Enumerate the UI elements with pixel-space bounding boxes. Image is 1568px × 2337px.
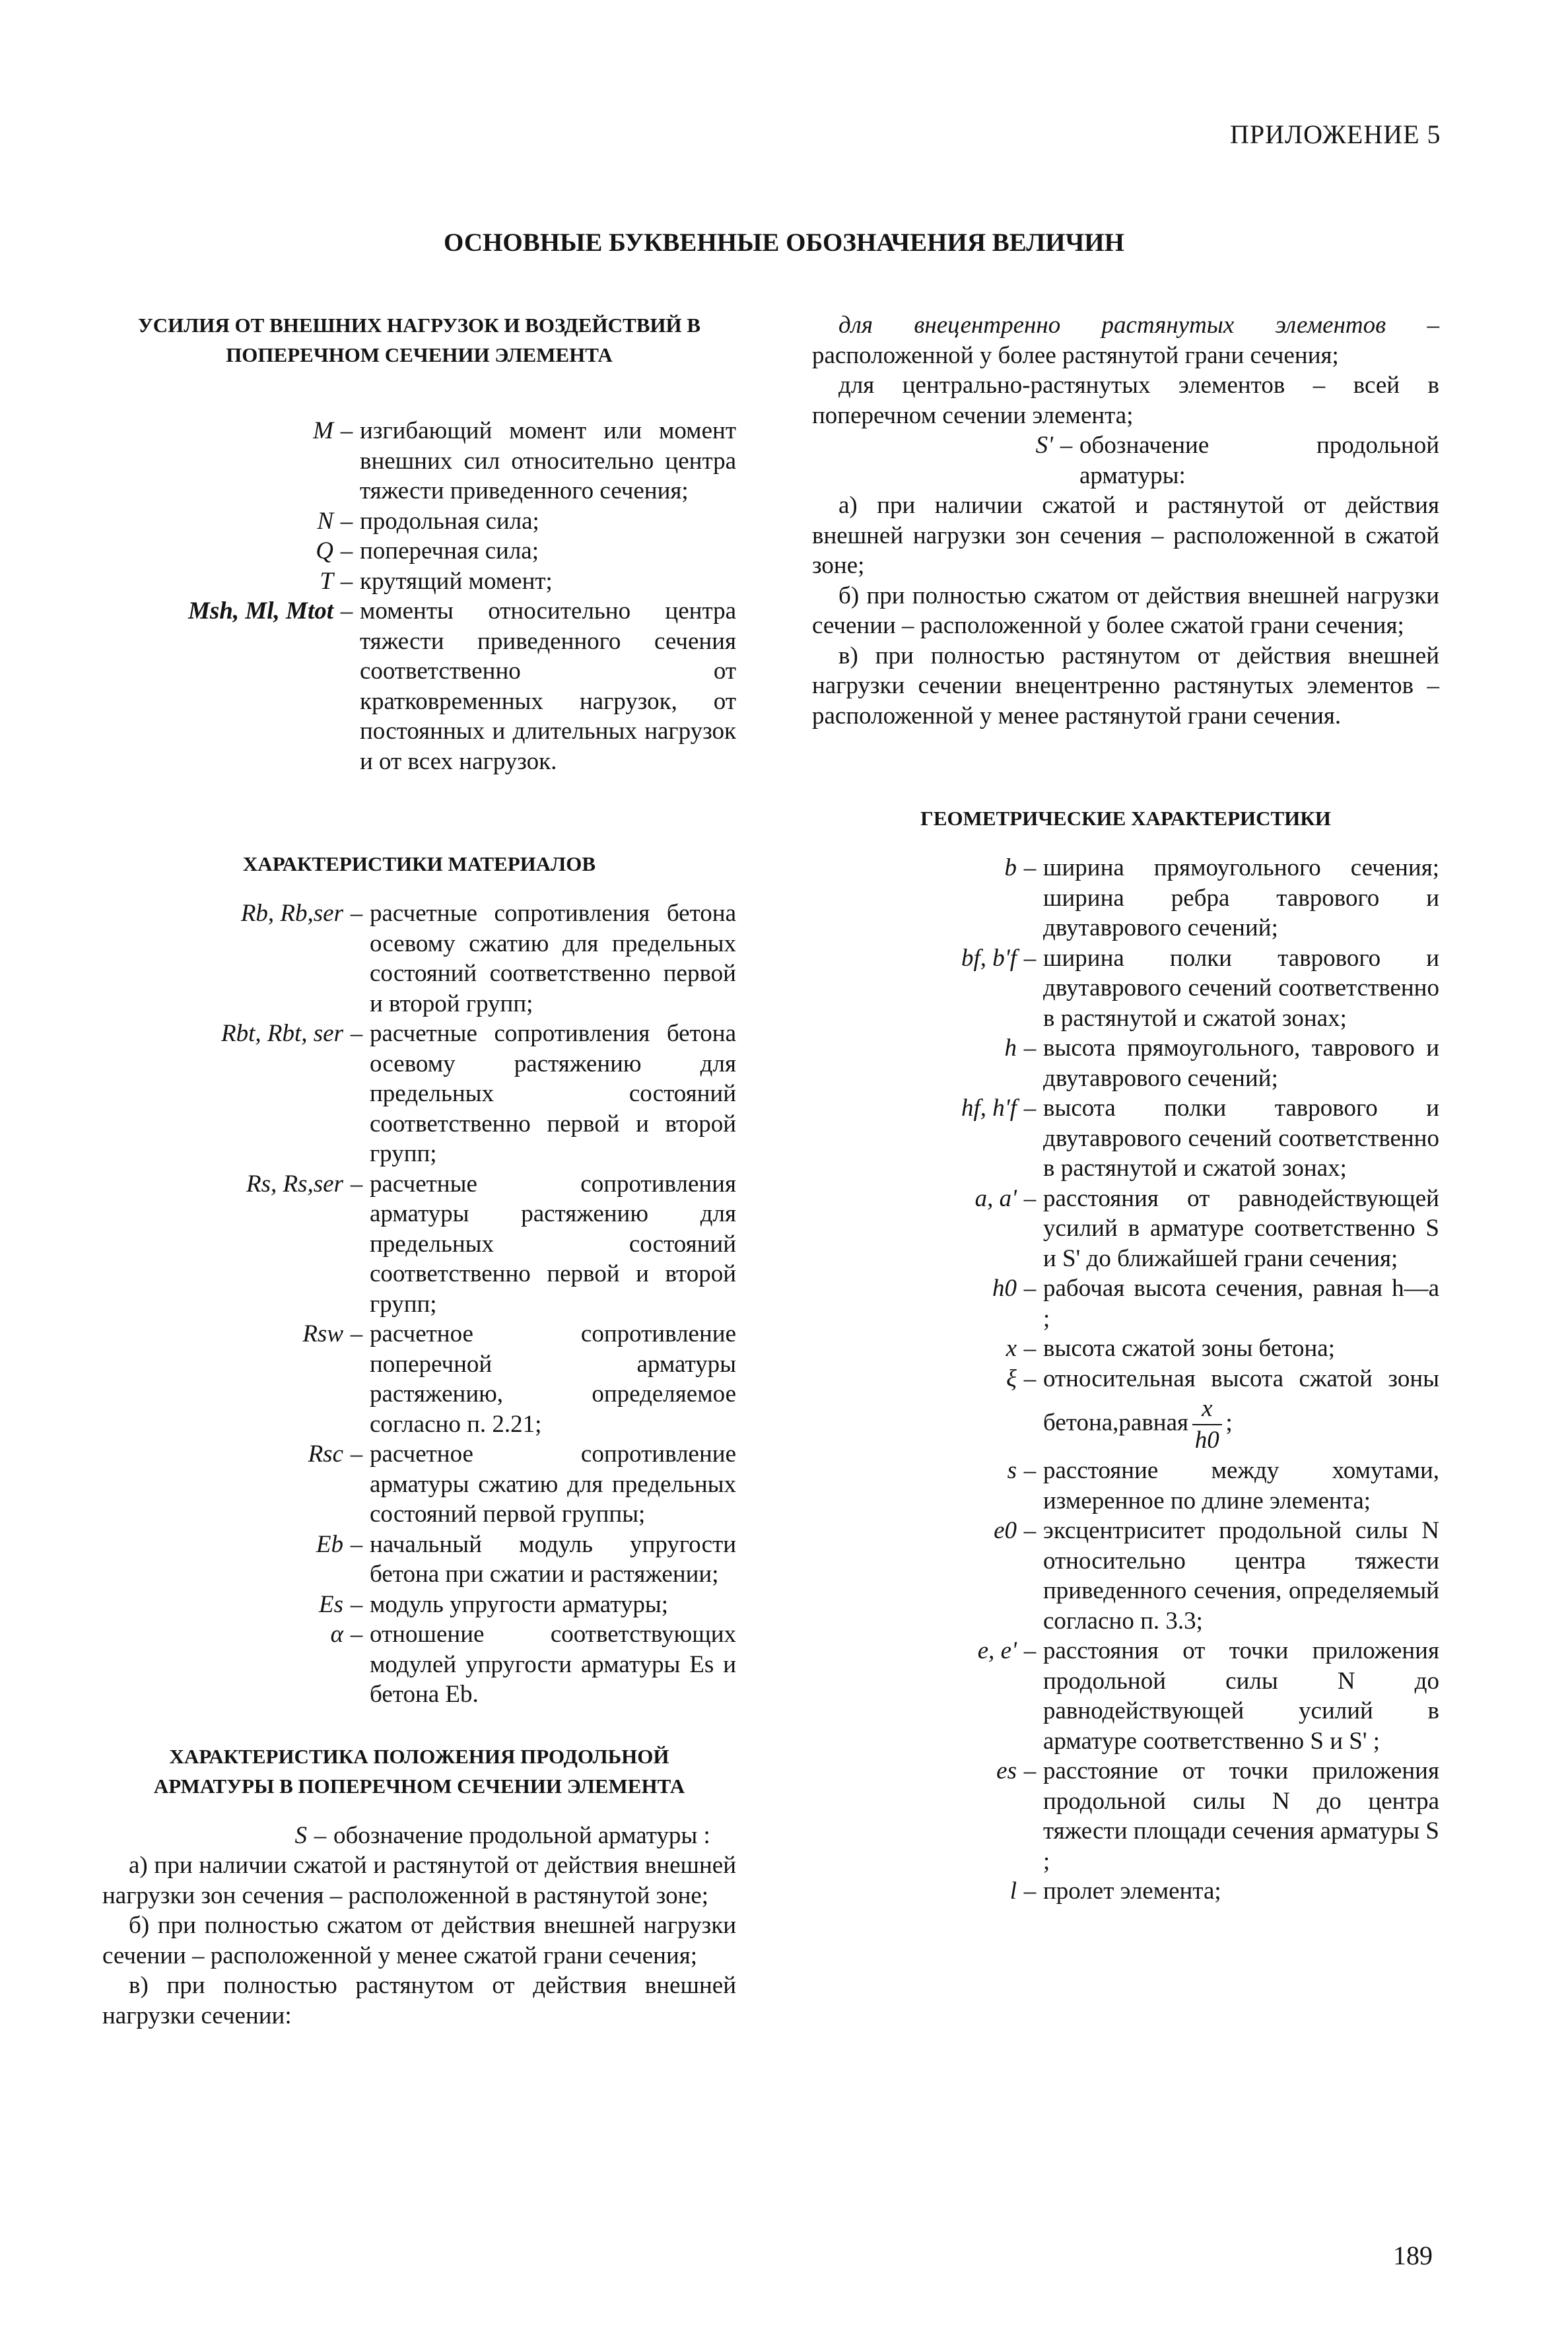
paragraph: б) при полностью сжатом от действия внешней нагрузки сечении – расположенной у более сжатой грани сечения; xyxy=(812,582,1439,639)
definition-entry: Rb, Rb,ser – расчетные сопротивления бетона осевому сжатию для предельных состояний соответственно первой и второй групп; xyxy=(102,898,736,1019)
definition: ширина полки таврового и двутаврового сечений соответственно в растянутой и сжатой зонах; xyxy=(1043,944,1439,1032)
fraction-denominator: h0 xyxy=(1194,1427,1219,1454)
symbol: α xyxy=(330,1621,343,1648)
definition-entry: α – отношение соответствующих модулей упругости арматуры Es и бетона Eb. xyxy=(102,1619,736,1710)
fraction xyxy=(1192,1394,1221,1456)
definition-entry: Rsw – расчетное сопротивление поперечной арматуры растяжению, определяемое согласно п. 2.21; xyxy=(102,1319,736,1439)
symbol: e0 xyxy=(994,1517,1017,1544)
paragraph: а) при наличии сжатой и растянутой от действия внешней нагрузки зон сечения – расположенной в сжатой зоне; xyxy=(812,492,1439,579)
definition: высота сжатой зоны бетона; xyxy=(1043,1335,1335,1362)
fraction-numerator: x xyxy=(1192,1394,1221,1425)
definition-entry: h – высота прямоугольного, таврового и двутаврового сечений; xyxy=(812,1033,1439,1093)
symbol: e, e' xyxy=(977,1637,1017,1664)
definition-entry: T – крутящий момент; xyxy=(102,566,736,597)
definition: эксцентриситет продольной силы N относительно центра тяжести приведенного сечения, определяемый согласно п. 3.3; xyxy=(1043,1517,1439,1635)
definition-entry: Msh, Ml, Mtot – моменты относительно центра тяжести приведенного сечения соответственно от кратковременных нагрузок, от постоянных и длительных нагрузок и от всех нагрузок. xyxy=(102,596,736,776)
page-title: ОСНОВНЫЕ БУКВЕННЫЕ ОБОЗНАЧЕНИЯ ВЕЛИЧИН xyxy=(444,228,1124,257)
definition: расчетные сопротивления арматуры растяжению для предельных состояний соответственно первой и второй групп; xyxy=(370,1170,736,1318)
symbol: Msh, Ml, Mtot xyxy=(187,597,333,625)
definition-entry: l – пролет элемента; xyxy=(812,1876,1439,1907)
symbol: S' xyxy=(1035,432,1053,459)
definition: обозначение продольной арматуры: xyxy=(1079,432,1439,489)
symbol: h0 xyxy=(992,1275,1017,1302)
section-heading-materials: ХАРАКТЕРИСТИКИ МАТЕРИАЛОВ xyxy=(242,852,596,875)
definition: моменты относительно центра тяжести приведенного сечения соответственно от кратковременных нагрузок, от постоянных и длительных нагрузок и от всех нагрузок. xyxy=(360,597,736,775)
paragraph xyxy=(812,310,1439,370)
definition: высота прямоугольного, таврового и двутаврового сечений; xyxy=(1043,1034,1439,1092)
definition: расстояние между хомутами, измеренное по длине элемента; xyxy=(1043,1457,1439,1514)
forces-list xyxy=(102,416,736,776)
definition-entry: x – высота сжатой зоны бетона; xyxy=(812,1334,1439,1364)
definition-entry: Eb – начальный модуль упругости бетона при сжатии и растяжении; xyxy=(102,1530,736,1590)
definition: расстояния от равнодействующей усилий в арматуре соответственно S и S' до ближайшей грани сечения; xyxy=(1043,1184,1439,1272)
section-heading-position: ХАРАКТЕРИСТИКА ПОЛОЖЕНИЯ ПРОДОЛЬНОЙ АРМАТУРЫ В ПОПЕРЕЧНОМ СЕЧЕНИИ ЭЛЕМЕНТА xyxy=(153,1744,685,1798)
symbol: h xyxy=(1004,1034,1017,1062)
definition-entry: e0 – эксцентриситет продольной силы N относительно центра тяжести приведенного сечения, определяемый согласно п. 3.3; xyxy=(812,1516,1439,1636)
definition: расчетные сопротивления бетона осевому растяжению для предельных состояний соответственно первой и второй групп; xyxy=(370,1020,736,1167)
paragraph: а) при наличии сжатой и растянутой от действия внешней нагрузки зон сечения – расположенной в растянутой зоне; xyxy=(102,1852,736,1909)
definition: продольная сила; xyxy=(360,507,539,535)
symbol: a, a' xyxy=(974,1184,1017,1212)
symbol: S xyxy=(294,1821,307,1849)
symbol: Rb, Rb,ser xyxy=(240,900,343,927)
page-number: 189 xyxy=(1393,2241,1433,2270)
definition: начальный модуль упругости бетона при сжатии и растяжении; xyxy=(370,1530,736,1588)
definition: расстояние от точки приложения продольной силы N до центра тяжести площади сечения арматуры S ; xyxy=(1043,1757,1439,1875)
symbol: hf, h'f xyxy=(961,1095,1017,1122)
paragraph-text: – расположенной у более растянутой грани сечения; xyxy=(812,312,1439,369)
definition-entry: e, e' – расстояния от точки приложения продольной силы N до равнодействующей усилий в арматуре соответственно S и S' ; xyxy=(812,1636,1439,1756)
definition: расчетное сопротивление поперечной арматуры растяжению, определяемое согласно п. 2.21; xyxy=(370,1320,736,1438)
italic-text: для внецентренно растянутых элементов xyxy=(838,312,1386,339)
definition-entry: Rsc – расчетное сопротивление арматуры сжатию для предельных состояний первой группы; xyxy=(102,1439,736,1530)
paragraph: в) при полностью растянутом от действия внешней нагрузки сечении внецентренно растянутых элементов – расположенной у менее растянутой грани сечения. xyxy=(812,642,1439,729)
definition: крутящий момент; xyxy=(360,567,553,595)
definition: обозначение продольной арматуры : xyxy=(333,1821,710,1849)
definition-entry: Rs, Rs,ser – расчетные сопротивления арматуры растяжению для предельных состояний соответственно первой и второй групп; xyxy=(102,1169,736,1320)
symbol: Rbt, Rbt, ser xyxy=(221,1020,343,1047)
symbol: T xyxy=(320,567,333,595)
symbol: M xyxy=(313,417,333,444)
paragraph: б) при полностью сжатом от действия внешней нагрузки сечении – расположенной у менее сжатой грани сечения; xyxy=(102,1912,736,1969)
symbol: s xyxy=(1007,1457,1017,1484)
left-column xyxy=(102,310,736,2031)
definition-entry: M – изгибающий момент или момент внешних сил относительно центра тяжести приведенного сечения; xyxy=(102,416,736,506)
paragraph: в) при полностью растянутом от действия внешней нагрузки сечении: xyxy=(102,1972,736,2029)
definition-entry: hf, h'f – высота полки таврового и двутаврового сечений соответственно в растянутой и сжатой зонах; xyxy=(812,1093,1439,1184)
definition: высота полки таврового и двутаврового сечений соответственно в растянутой и сжатой зонах; xyxy=(1043,1095,1439,1182)
definition-entry: S' – обозначение продольной арматуры: xyxy=(812,430,1439,491)
definition-entry: Es – модуль упругости арматуры; xyxy=(102,1590,736,1620)
symbol: N xyxy=(317,507,333,535)
definition: расчетное сопротивление арматуры сжатию для предельных состояний первой группы; xyxy=(370,1440,736,1528)
symbol: Q xyxy=(316,537,333,564)
definition-text: относительная высота сжатой зоны бетона,равная xyxy=(1043,1365,1439,1437)
definition: отношение соответствующих модулей упругости арматуры Es и бетона Eb. xyxy=(370,1621,736,1708)
definition: изгибающий момент или момент внешних сил относительно центра тяжести приведенного сечения; xyxy=(360,417,736,504)
definition: ширина прямоугольного сечения; ширина ребра таврового и двутаврового сечений; xyxy=(1043,854,1439,941)
definition-entry: s – расстояние между хомутами, измеренное по длине элемента; xyxy=(812,1456,1439,1516)
definition-entry: N – продольная сила; xyxy=(102,506,736,537)
symbol: bf, b'f xyxy=(961,944,1017,972)
definition-entry: Rbt, Rbt, ser – расчетные сопротивления бетона осевому растяжению для предельных состояний соответственно первой и второй групп; xyxy=(102,1019,736,1169)
definition: расстояния от точки приложения продольной силы N до равнодействующей усилий в арматуре соответственно S и S' ; xyxy=(1043,1637,1439,1755)
symbol: b xyxy=(1004,854,1017,881)
symbol: es xyxy=(996,1757,1017,1784)
definition-entry: es – расстояние от точки приложения продольной силы N до центра тяжести площади сечения арматуры S ; xyxy=(812,1756,1439,1876)
appendix-label: ПРИЛОЖЕНИЕ 5 xyxy=(1230,119,1441,149)
definition-entry: a, a' – расстояния от равнодействующей усилий в арматуре соответственно S и S' до ближайшей грани сечения; xyxy=(812,1184,1439,1274)
paragraph: для центрально-растянутых элементов – всей в поперечном сечении элемента; xyxy=(812,372,1439,429)
symbol: l xyxy=(1009,1878,1017,1905)
definition: модуль упругости арматуры; xyxy=(370,1590,669,1618)
definition-entry: Q – поперечная сила; xyxy=(102,536,736,566)
symbol: Eb xyxy=(316,1530,343,1558)
section-heading-forces: УСИЛИЯ ОТ ВНЕШНИХ НАГРУЗОК И ВОЗДЕЙСТВИЙ В ПОПЕРЕЧНОМ СЕЧЕНИИ ЭЛЕМЕНТА xyxy=(137,314,701,366)
definition-entry: b – ширина прямоугольного сечения; ширина ребра таврового и двутаврового сечений; xyxy=(812,853,1439,943)
geometry-list xyxy=(812,853,1439,1907)
symbol: x xyxy=(1006,1335,1017,1362)
symbol: Es xyxy=(319,1590,343,1618)
definition: относительная высота сжатой зоны бетона,равная $\frac{x}{h0}$ ; xyxy=(1043,1364,1439,1456)
section-heading-geometry: ГЕОМЕТРИЧЕСКИЕ ХАРАКТЕРИСТИКИ xyxy=(920,807,1331,830)
definition-entry: S – обозначение продольной арматуры : xyxy=(102,1821,736,1851)
symbol: Rsw xyxy=(302,1320,343,1347)
definition: расчетные сопротивления бетона осевому сжатию для предельных состояний соответственно первой и второй групп; xyxy=(370,900,736,1017)
definition-entry: ξ – относительная высота сжатой зоны бетона,равная $\frac{x}{h0}$ ; xyxy=(812,1364,1439,1456)
symbol: Rsc xyxy=(308,1440,343,1468)
right-column xyxy=(812,310,1439,1907)
symbol: Rs, Rs,ser xyxy=(246,1170,343,1198)
materials-list xyxy=(102,898,736,1710)
definition-entry: bf, b'f – ширина полки таврового и двутаврового сечений соответственно в растянутой и сжатой зонах; xyxy=(812,943,1439,1034)
definition: пролет элемента; xyxy=(1043,1878,1221,1905)
definition-entry: h0 – рабочая высота сечения, равная h—a ; xyxy=(812,1273,1439,1334)
definition: поперечная сила; xyxy=(360,537,539,564)
definition: рабочая высота сечения, равная h—a ; xyxy=(1043,1275,1439,1332)
symbol: ξ xyxy=(1006,1365,1017,1392)
